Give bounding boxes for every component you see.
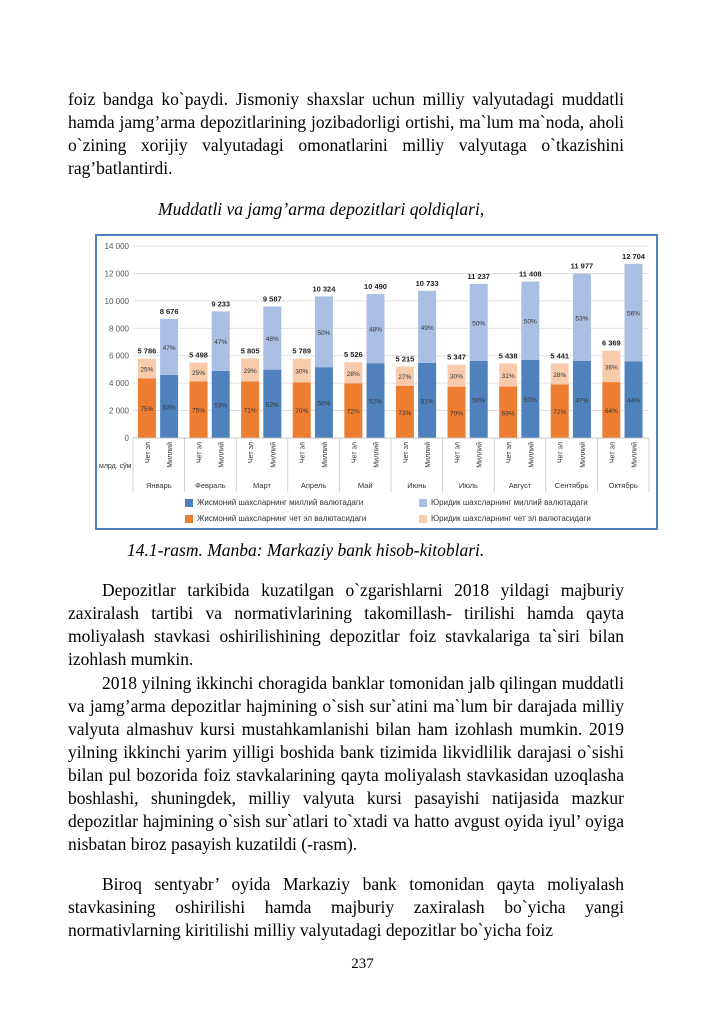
- bar-label-legal-pct: 25%: [192, 370, 206, 378]
- x-sub-label: Миллий: [631, 442, 639, 468]
- bar-label-physical-pct: 72%: [553, 409, 567, 417]
- x-month-label: Июнь: [407, 481, 427, 490]
- x-month-label: Апрель: [300, 481, 327, 490]
- legend-swatch: [185, 499, 193, 507]
- x-month-label: Август: [508, 481, 532, 490]
- x-sub-label: Миллий: [528, 442, 536, 468]
- y-tick-label: 8 000: [108, 324, 129, 334]
- bar-label-physical-pct: 53%: [162, 404, 176, 412]
- bar-label-legal-pct: 31%: [501, 372, 515, 380]
- bar-label-physical-pct: 50%: [472, 397, 486, 405]
- bar-label-physical-pct: 52%: [265, 401, 279, 409]
- paragraph-3: 2018 yilning ikkinchi choragida banklar tomonidan jalb qilingan muddatli va jamg’arma depozitlar hajmining o`sish sur`atini ma`lum bir darajada milliy valyuta almashuv kursi mustahkamlanishi bilan ham izohlash mumkin. 2019 yilning ikkinchi yarim yilligi boshida bank tizimida likvidlilik darajasi o`sishi bilan pul bozorida foiz stavkalarining qayta moliyalash stavkasidan uzoqlasha boshlashi, shuningdek, milliy valyuta kursi pasayishi natijasida mazkur depozitlar hajmining o`sish sur`atlari to`xtadi va hatto avgust oyida iyul’ oyiga nisbatan biroz pasayish kuzatildi (-rasm).: [68, 673, 624, 854]
- bar-label-legal-pct: 30%: [450, 373, 464, 381]
- bar-total-label: 5 347: [447, 352, 466, 362]
- bar-label-physical-pct: 70%: [450, 410, 464, 418]
- bar-total-label: 5 498: [189, 350, 208, 360]
- x-sub-label: Миллий: [373, 442, 381, 468]
- y-tick-label: 2 000: [108, 406, 129, 416]
- bar-label-legal-pct: 28%: [346, 370, 360, 378]
- x-sub-label: Чет эл: [299, 442, 307, 463]
- bar-total-label: 5 441: [550, 351, 570, 361]
- y-tick-label: 12 000: [104, 269, 129, 279]
- page-number: 237: [351, 956, 374, 972]
- x-month-label: Июль: [458, 481, 478, 490]
- bar-label-legal-pct: 28%: [553, 371, 567, 379]
- bar-label-physical-pct: 50%: [523, 396, 537, 404]
- bar-total-label: 10 733: [415, 278, 439, 288]
- bar-label-legal-pct: 49%: [420, 324, 434, 332]
- x-sub-label: Чет эл: [402, 442, 410, 463]
- bar-label-legal-pct: 36%: [604, 364, 618, 372]
- bar-label-physical-pct: 73%: [398, 409, 412, 417]
- chart-canvas: [97, 236, 656, 528]
- x-sub-label: Миллий: [476, 442, 484, 468]
- bar-total-label: 5 805: [240, 346, 260, 356]
- bar-total-label: 5 215: [395, 354, 415, 364]
- bar-total-label: 9 587: [262, 294, 282, 304]
- bar-label-legal-pct: 47%: [214, 339, 228, 347]
- x-sub-label: Миллий: [579, 442, 587, 468]
- bar-label-legal-pct: 50%: [523, 318, 537, 326]
- x-sub-label: Чет эл: [609, 442, 617, 463]
- legend-swatch: [419, 515, 427, 523]
- x-month-label: Май: [357, 481, 373, 490]
- legend-label: Юридик шахсларнинг чет эл валютасидаги: [431, 514, 591, 523]
- bar-total-label: 5 526: [343, 350, 363, 360]
- legend-label: Жисмоний шахсларнинг чет эл валютасидаги: [197, 514, 367, 523]
- bar-label-legal-pct: 47%: [162, 344, 176, 352]
- bar-label-physical-pct: 51%: [420, 398, 434, 406]
- bar-label-physical-pct: 52%: [369, 398, 383, 406]
- x-sub-label: Чет эл: [144, 442, 152, 463]
- x-sub-label: Чет эл: [196, 442, 204, 463]
- bar-total-label: 9 233: [211, 299, 231, 309]
- x-month-label: Сентябрь: [554, 481, 589, 490]
- legend-item-legal-foreign: [419, 514, 591, 523]
- y-tick-label: 10 000: [104, 296, 129, 306]
- x-sub-label: Миллий: [425, 442, 433, 468]
- bar-label-legal-pct: 50%: [317, 329, 331, 337]
- legend-item-legal-national: [419, 498, 588, 507]
- bar-label-legal-pct: 29%: [243, 367, 257, 375]
- x-month-label: Февраль: [195, 481, 226, 490]
- x-month-label: Январь: [145, 481, 172, 490]
- bar-label-legal-pct: 25%: [140, 366, 154, 374]
- bar-total-label: 11 408: [519, 269, 542, 279]
- x-sub-label: Чет эл: [454, 442, 462, 463]
- x-sub-label: Чет эл: [557, 442, 565, 463]
- bar-label-legal-pct: 30%: [295, 368, 309, 376]
- bar-total-label: 10 324: [312, 284, 336, 294]
- y-unit-label: млрд. сўм: [99, 463, 132, 470]
- bar-label-physical-pct: 75%: [192, 407, 206, 415]
- paragraph-intro: foiz bandga ko`paydi. Jismoniy shaxslar uchun milliy valyutadagi muddatli hamda jamg’arma depozitlarining jozibadorligi ortishi, ma`lum ma`noda, aholi o`zining xorijiy valyutadagi omonatlarini milliy valyutaga o`tkazishini rag’batlantirdi.: [68, 89, 624, 178]
- x-sub-label: Чет эл: [248, 442, 256, 463]
- legend-swatch: [185, 515, 193, 523]
- y-tick-label: 4 000: [108, 379, 129, 389]
- legend-item-physical-foreign: [185, 514, 366, 523]
- paragraph-4: Biroq sentyabr’ oyida Markaziy bank tomonidan qayta moliyalash stavkasining oshirilishi hamda majburiy zaxiralash bo`yicha yangi normativlarning kiritilishi milliy valyutadagi depozitlar bo`yicha foiz: [68, 874, 624, 940]
- bar-label-physical-pct: 75%: [140, 406, 154, 414]
- bar-total-label: 5 438: [498, 351, 518, 361]
- bar-total-label: 5 786: [137, 346, 157, 356]
- legend-swatch: [419, 499, 427, 507]
- bar-label-physical-pct: 71%: [243, 407, 257, 415]
- x-sub-label: Чет эл: [351, 442, 359, 463]
- x-sub-label: Чет эл: [506, 442, 514, 463]
- legend-label: Юридик шахсларнинг миллий валютадаги: [431, 498, 588, 507]
- y-tick-label: 6 000: [108, 351, 129, 361]
- legend-label: Жисмоний шахсларнинг миллий валютадаги: [197, 498, 364, 507]
- deposit-chart: [95, 234, 658, 530]
- bar-label-physical-pct: 47%: [575, 397, 589, 405]
- bar-label-legal-pct: 53%: [575, 315, 589, 323]
- bar-total-label: 6 369: [601, 338, 621, 348]
- bar-total-label: 11 237: [467, 271, 490, 281]
- bar-total-label: 10 490: [364, 282, 387, 292]
- bar-label-physical-pct: 44%: [627, 397, 641, 405]
- bar-label-physical-pct: 69%: [501, 410, 515, 418]
- x-sub-label: Миллий: [270, 442, 278, 468]
- bar-label-physical-pct: 70%: [295, 408, 309, 416]
- legend-item-physical-national: [185, 498, 363, 507]
- chart-title: Muddatli va jamg’arma depozitlari qoldiqlari,: [158, 199, 485, 219]
- figure-caption: 14.1-rasm. Manba: Markaziy bank hisob-kitoblari.: [127, 540, 485, 560]
- bar-label-legal-pct: 50%: [472, 320, 486, 328]
- bar-label-physical-pct: 50%: [317, 400, 331, 408]
- bar-label-legal-pct: 48%: [265, 336, 279, 344]
- x-sub-label: Миллий: [167, 442, 175, 468]
- y-tick-label: 14 000: [104, 242, 129, 251]
- bar-label-legal-pct: 56%: [627, 310, 641, 318]
- paragraph-2: Depozitlar tarkibida kuzatilgan o`zgarishlarni 2018 yildagi majburiy zaxiralash tartibi va normativlarining takomillash- tirilishi hamda qayta moliyalash stavkasi oshirilishining depozitlar foiz stavkalariga ta`siri bilan izohlash mumkin.: [68, 580, 624, 669]
- bar-label-physical-pct: 72%: [346, 408, 360, 416]
- x-sub-label: Миллий: [321, 442, 329, 468]
- bar-total-label: 12 704: [622, 251, 645, 261]
- bar-label-physical-pct: 53%: [214, 402, 228, 410]
- bar-label-physical-pct: 64%: [604, 408, 618, 416]
- bar-total-label: 11 977: [570, 261, 594, 271]
- bar-label-legal-pct: 48%: [369, 326, 383, 334]
- x-month-label: Март: [253, 481, 271, 490]
- y-tick-label: 0: [124, 434, 129, 443]
- bar-total-label: 8 676: [159, 307, 179, 317]
- x-sub-label: Миллий: [218, 442, 226, 468]
- x-month-label: Октябрь: [608, 481, 638, 490]
- bar-total-label: 5 789: [292, 346, 312, 356]
- bar-label-legal-pct: 27%: [398, 374, 412, 382]
